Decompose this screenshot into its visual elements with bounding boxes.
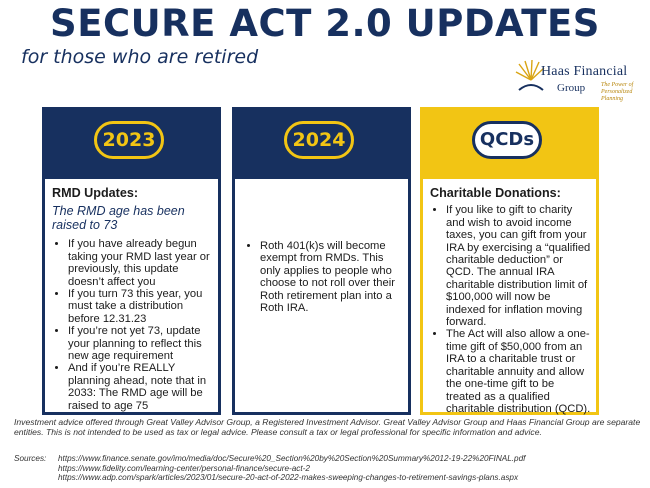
company-logo <box>515 60 647 104</box>
list-item: • If you turn 73 this year, you must take a distribution before 12.31.23 <box>68 288 214 325</box>
year-badge-2023: 2023 <box>94 121 164 159</box>
source-link[interactable]: https://www.adp.com/spark/articles/2023/01/secure-20-act-of-2022-makes-sweeping-changes-to-retirement-savings-plans.aspx <box>58 473 519 483</box>
column-2024-body <box>244 240 402 314</box>
disclaimer-text: Investment advice offered through Great Valley Advisor Group, a Registered Investment Advisor. Great Valley Advisor Group and Haas Financial Group are separate entities. This is not intended to be used as tax or legal advice. Please consult a tax or legal professional for specific information and advice. <box>14 417 641 437</box>
page-subtitle: for those who are retired <box>21 46 259 68</box>
qcds-badge: QCDs <box>472 121 542 159</box>
source-link[interactable]: https://www.fidelity.com/learning-center/personal-finance/secure-act-2 <box>58 463 310 473</box>
charitable-donations-title: Charitable Donations: <box>430 186 561 200</box>
list-item: • And if you’re REALLY planning ahead, note that in 2033: The RMD age will be raised to age 75 <box>68 362 214 412</box>
column-2023 <box>42 107 221 415</box>
roth-bullet-list <box>244 240 402 314</box>
list-item: • Roth 401(k)s will become exempt from RMDs. This only applies to people who choose to not roll over their Roth retirement plan into a Roth IRA. <box>260 240 402 314</box>
sources-list <box>58 454 525 483</box>
page-title: SECURE ACT 2.0 UPDATES <box>50 2 600 45</box>
list-item: • If you like to gift to charity and wish to avoid income taxes, you can gift from your IRA by exercising a “qualified charitable deduction” or QCD. The annual IRA charitable distribution limit of $100,000 will now be indexed for inflation moving forward. <box>446 204 592 328</box>
column-qcds-header <box>420 107 599 179</box>
list-item: • The Act will also allow a one-time gift of $50,000 from an IRA to a charitable trust or charitable annuity and allow the one-time gift to be treated as a qualified charitable distribution (QCD). <box>446 328 592 415</box>
column-2024 <box>232 107 411 415</box>
list-item: • If you have already begun taking your RMD last year or previously, this update doesn’t affect you <box>68 238 214 288</box>
column-2023-body <box>52 187 214 412</box>
column-2023-header <box>42 107 221 179</box>
logo-tagline: The Power of Personalized Planning <box>601 82 634 102</box>
logo-line2: Group <box>557 82 586 94</box>
rmd-bullet-list <box>52 238 214 412</box>
column-2024-header <box>232 107 411 179</box>
column-qcds <box>420 107 599 415</box>
list-item: • If you’re not yet 73, update your planning to reflect this new age requirement <box>68 325 214 362</box>
column-qcds-body <box>430 187 592 415</box>
sources-label: Sources: <box>14 454 47 463</box>
rmd-age-highlight: The RMD age has been raised to 73 <box>52 204 185 233</box>
logo-line1: Haas Financial <box>541 64 628 79</box>
year-badge-2024: 2024 <box>284 121 354 159</box>
qcd-bullet-list <box>430 204 592 415</box>
rmd-updates-title: RMD Updates: <box>52 186 139 200</box>
source-link[interactable]: https://www.finance.senate.gov/imo/media/doc/Secure%20_Section%20by%20Section%20Summary%2012-19-22%20FINAL.pdf <box>58 454 526 463</box>
